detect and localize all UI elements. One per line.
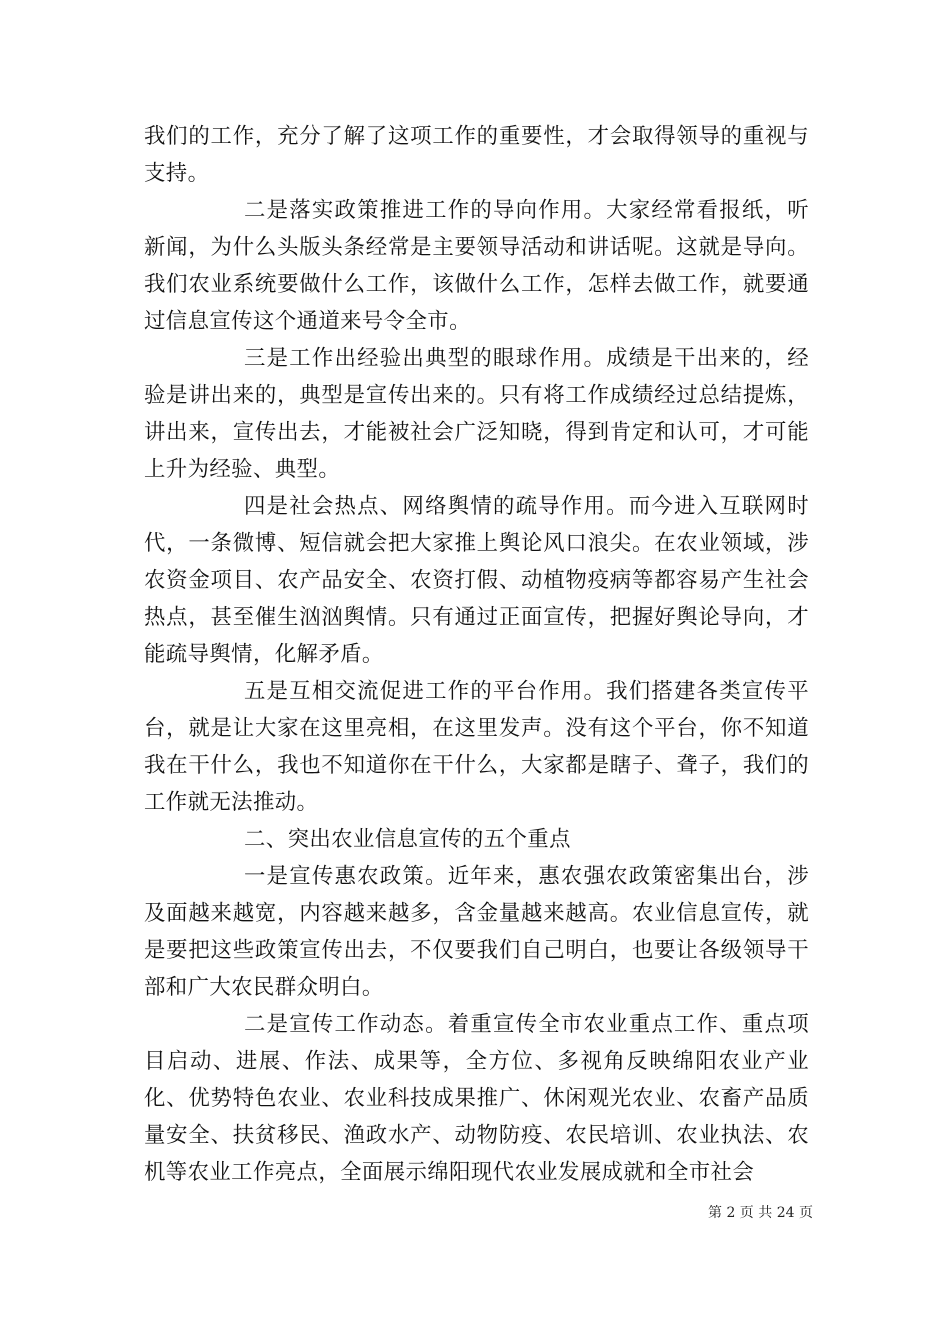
paragraph-experience-role: 三是工作出经验出典型的眼球作用。成绩是干出来的，经验是讲出来的，典型是宣传出来的。只有将工作成绩经过总结提炼，讲出来，宣传出去，才能被社会广泛知晓，得到肯定和认可，才可能上升为经验、典型。 [144,346,809,482]
paragraph-guidance-role: 二是落实政策推进工作的导向作用。大家经常看报纸，听新闻，为什么头版头条经常是主要领导活动和讲话呢。这就是导向。我们农业系统要做什么工作，该做什么工作，怎样去做工作，就要通过信息宣传这个通道来号令全市。 [144,198,809,334]
paragraph-policy-publicity: 一是宣传惠农政策。近年来，惠农强农政策密集出台，涉及面越来越宽，内容越来越多，含金量越来越高。农业信息宣传，就是要把这些政策宣传出去，不仅要我们自己明白，也要让各级领导干部和广大农民群众明白。 [144,864,809,1000]
paragraph-public-opinion-role: 四是社会热点、网络舆情的疏导作用。而今进入互联网时代，一条微博、短信就会把大家推上舆论风口浪尖。在农业领域，涉农资金项目、农产品安全、农资打假、动植物疫病等都容易产生社会热点，甚至催生汹汹舆情。只有通过正面宣传，把握好舆论导向，才能疏导舆情，化解矛盾。 [144,494,809,667]
paragraph-work-dynamics: 二是宣传工作动态。着重宣传全市农业重点工作、重点项目启动、进展、作法、成果等，全方位、多视角反映绵阳农业产业化、优势特色农业、农业科技成果推广、休闲观光农业、农畜产品质量安全、扶贫移民、渔政水产、动物防疫、农民培训、农业执法、农机等农业工作亮点，全面展示绵阳现代农业发展成就和全市社会 [144,1012,809,1185]
page-number-footer: 第 2 页 共 24 页 [708,1205,813,1221]
document-body [144,118,809,1191]
section-heading: 二、突出农业信息宣传的五个重点 [244,827,571,852]
paragraph-continuation: 我们的工作，充分了解了这项工作的重要性，才会取得领导的重视与支持。 [144,124,809,186]
paragraph-platform-role: 五是互相交流促进工作的平台作用。我们搭建各类宣传平台，就是让大家在这里亮相，在这里发声。没有这个平台，你不知道我在干什么，我也不知道你在干什么，大家都是瞎子、聋子，我们的工作就无法推动。 [144,679,809,815]
